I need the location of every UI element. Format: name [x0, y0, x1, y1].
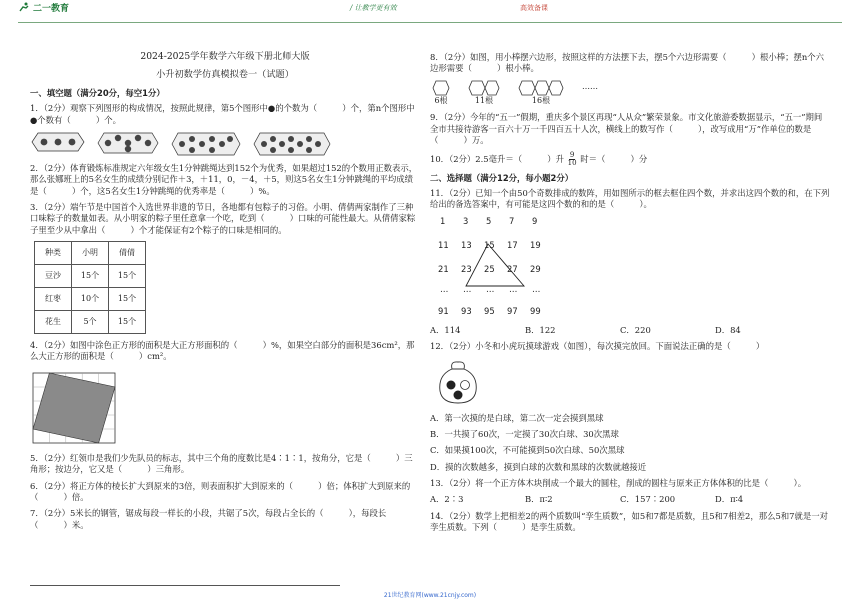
grid-cell: …	[532, 283, 541, 294]
dot-pattern-figures	[30, 131, 420, 157]
grid-cell: 99	[530, 305, 541, 316]
grid-cell: 11	[438, 239, 449, 250]
header-divider	[18, 22, 842, 23]
grid-cell: 7	[509, 215, 515, 226]
exam-title: 2024-2025学年数学六年级下册北师大版	[140, 51, 310, 62]
grid-cell: 23	[461, 263, 472, 274]
table-cell: 5个	[72, 310, 109, 333]
option: D．84	[715, 324, 741, 335]
question-10	[430, 152, 830, 167]
hexagon-label: 11根	[474, 95, 494, 105]
grid-cell: …	[486, 283, 495, 294]
table-cell: 红枣	[35, 287, 72, 310]
q12-option-b: B．一共摸了60次，一定摸了30次白球、30次黑球	[430, 428, 619, 439]
tilted-square-figure	[32, 372, 116, 444]
table-row	[35, 287, 146, 310]
grid-cell: 21	[438, 263, 449, 274]
runner-icon	[18, 2, 30, 12]
fraction-denominator: 10	[567, 158, 577, 167]
option: A．114	[430, 324, 461, 335]
hexagon-dot-figure-4	[252, 131, 332, 157]
hexagon-shape	[468, 80, 500, 96]
table-header-cell: 种类	[35, 241, 72, 264]
q12-option-d: D．摸的次数越多，摸到白球的次数和黑球的次数就越接近	[430, 461, 647, 472]
q11-options	[430, 325, 830, 336]
question-7: 7．（2分）5米长的钢管，锯成每段一样长的小段，共锯了5次，每段占全长的（ ），每段长（ ）米。	[30, 508, 387, 530]
question-5: 5．（2分）红领巾是我们少先队员的标志，其中三个角的度数比是4∶1∶1，按角分，它是（ ）三角形；按边分，它又是（ ）三角形。	[30, 452, 413, 475]
grid-cell: …	[509, 283, 518, 294]
question-9: 9．（2分）今年的“五一”假期，重庆多个景区再现“人从众”繁荣景象。市文化旅游委数据显示，“五一”期间全市共接待游客一百六十万一千四百五十人次，横线上的数写作（ ），改写成用“万”作单位的数是（ ）万。	[430, 112, 823, 146]
grid-cell: …	[440, 283, 449, 294]
logo-text: 二一教育	[33, 4, 70, 14]
left-column	[30, 48, 420, 536]
question-13: 13．（2分）将一个正方体木块削成一个最大的圆柱，削成的圆柱与原来正方体体积的比是（ ）。	[430, 477, 807, 488]
fraction	[568, 152, 577, 167]
hexagon-label: 16根	[531, 95, 551, 105]
ball-bag-figure	[436, 359, 480, 405]
hexagon-label: 6根	[434, 95, 448, 105]
dumpling-table	[34, 241, 146, 334]
odd-number-grid	[436, 216, 566, 321]
option: D．π∶4	[715, 494, 744, 505]
grid-cell: 25	[484, 263, 495, 274]
table-cell: 15个	[109, 264, 146, 287]
grid-cell: 1	[440, 215, 446, 226]
triangle-frame	[436, 216, 566, 321]
table-header-cell: 小明	[72, 241, 109, 264]
hexagon-dot-figure-3	[170, 131, 242, 157]
grid-cell: 19	[530, 239, 541, 250]
table-cell: 15个	[72, 264, 109, 287]
section-fill-blank: 一、填空题（满分20分，每空1分）	[30, 87, 165, 98]
question-8: 8．（2分）如图，用小棒摆六边形，按照这样的方法摆下去，摆5个六边形需要（ ）根小棒；摆n个六边形需要（ ）根小棒。	[430, 52, 825, 74]
q12-option-a: A．第一次摸的是白球，第二次一定会摸到黑球	[430, 412, 604, 423]
table-cell: 15个	[109, 287, 146, 310]
grid-cell: 97	[507, 305, 518, 316]
hexagon-figure-3	[518, 80, 564, 107]
question-2: 2．（2分）体育锻炼标准规定六年级女生1分钟跳绳达到152个为优秀，如果超过152的个数用正数表示，那么张娜班上的5名女生的成绩分别记作＋3，＋11，0，－4，＋5，则这5名女生1分钟跳绳的平均成绩是（ ）个，这5名女生1分钟跳绳的优秀率是（ ）%。	[30, 162, 418, 196]
hexagon-figure-2	[468, 80, 500, 107]
table-cell: 10个	[72, 287, 109, 310]
grid-cell: 5	[486, 215, 492, 226]
site-logo[interactable]	[18, 2, 69, 15]
fraction-numerator: 9	[569, 150, 575, 159]
hexagon-dot-figure-1	[30, 131, 86, 153]
question-14: 14．（2分）数学上把相差2的两个质数叫“孪生质数”，如5和7都是质数，且5和7相差2，那么5和7就是一对孪生质数。下列（ ）是孪生质数。	[430, 510, 828, 532]
question-1: 1．（2分）观察下列图形的构成情况，按照此规律，第5个图形中●的个数为（ ）个，第n个图形中●个数有（ ）个。	[30, 103, 415, 125]
question-4: 4．（2分）如图中涂色正方形的面积是大正方形面积的（ ）%，如果空白部分的面积是36cm²，那么大正方形的面积是（ ）cm²。	[30, 339, 415, 362]
footer-source[interactable]: 21世纪教育网(www.21cnjy.com)	[383, 591, 477, 599]
option: B．π∶2	[525, 494, 553, 505]
footer-divider	[30, 585, 340, 586]
table-header-cell: 倩倩	[109, 241, 146, 264]
option: C．157∶200	[620, 494, 676, 505]
question-6: 6．（2分）将正方体的棱长扩大到原来的3倍，则表面积扩大到原来的（ ）倍；体积扩大到原来的（ ）倍。	[30, 480, 411, 502]
hexagon-figure-1	[432, 80, 450, 107]
question-12: 12．（2分）小冬和小虎玩摸球游戏（如图），每次摸完放回。下面说法正确的是（ ）	[430, 340, 765, 351]
header-slogan: / 让教学更有效	[350, 4, 397, 12]
grid-cell: 3	[463, 215, 469, 226]
table-row	[35, 264, 146, 287]
hexagon-sticks-figures	[432, 80, 830, 107]
hexagon-shape	[432, 80, 450, 96]
grid-cell: 91	[438, 305, 449, 316]
grid-cell: 27	[507, 263, 518, 274]
header-badge: 高效备课	[520, 4, 548, 12]
option: B．122	[525, 324, 556, 335]
question-3: 3．（2分）端午节是中国首个入选世界非遗的节日，各地都有包粽子的习俗。小明、倩倩两家制作了三种口味粽子的数量如表。从小明家的粽子里任意拿一个吃，吃到（ ）口味的可能性最大。从倩倩家粽子里至少从中拿出（ ）个才能保证有2个粽子的口味是相同的。	[30, 201, 416, 235]
table-cell: 15个	[109, 310, 146, 333]
grid-cell: 93	[461, 305, 472, 316]
q10-prefix: 10．（2分）2.5毫升＝（ ）升	[430, 153, 564, 164]
q10-suffix: 时＝（ ）分	[580, 153, 648, 164]
grid-cell: 95	[484, 305, 495, 316]
table-header-row	[35, 241, 146, 264]
section-choice: 二、选择题（满分12分，每小题2分）	[430, 172, 574, 183]
grid-cell: 15	[484, 239, 495, 250]
option: A．2∶3	[430, 494, 464, 505]
table-cell: 花生	[35, 310, 72, 333]
grid-cell: 29	[530, 263, 541, 274]
grid-cell: …	[463, 283, 472, 294]
table-cell: 豆沙	[35, 264, 72, 287]
ellipsis-text: ……	[582, 81, 598, 91]
grid-cell: 9	[532, 215, 538, 226]
hexagon-ellipsis	[582, 82, 598, 107]
option: C．220	[620, 324, 651, 335]
hexagon-dot-figure-2	[96, 131, 160, 155]
hexagon-shape	[518, 80, 564, 96]
q13-options	[430, 494, 830, 505]
exam-subtitle: 小升初数学仿真模拟卷一（试题）	[156, 69, 294, 81]
grid-cell: 13	[461, 239, 472, 250]
question-11: 11．（2分）已知一个由50个奇数排成的数阵，用如图所示的框去框住四个数，并求出这四个数的和，在下列给出的备选答案中，有可能是这四个数的和的是（ ）。	[430, 187, 830, 210]
grid-cell: 17	[507, 239, 518, 250]
right-column	[430, 52, 830, 538]
table-row	[35, 310, 146, 333]
q12-option-c: C．如果摸100次，不可能摸到50次白球、50次黑球	[430, 445, 625, 456]
